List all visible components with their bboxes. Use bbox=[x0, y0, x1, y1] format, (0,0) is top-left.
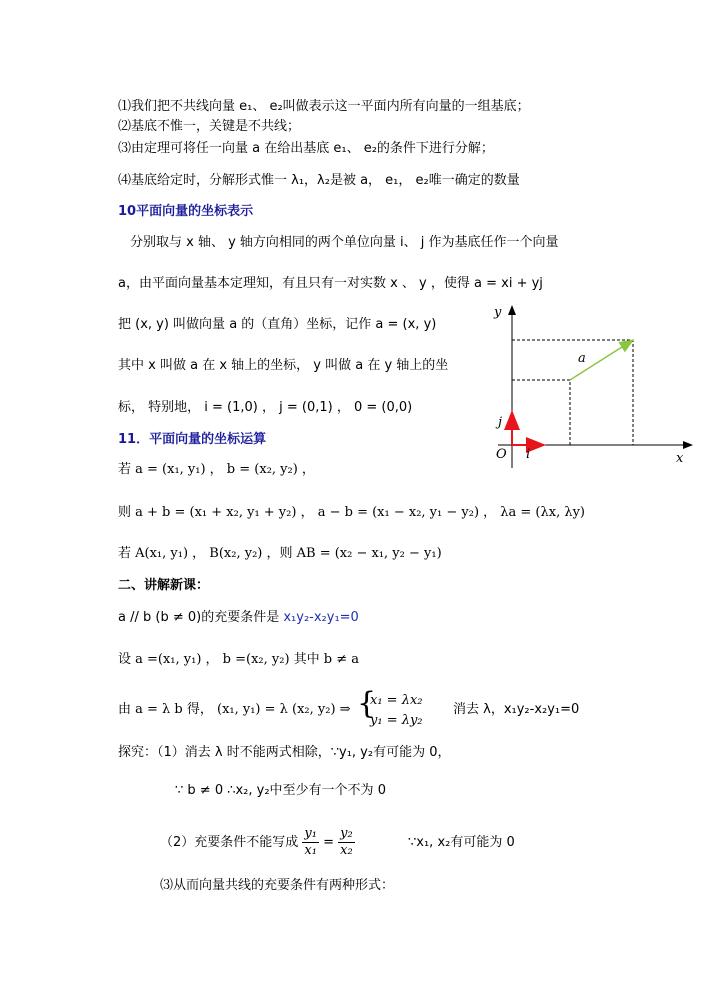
section-11-para-2: 则 a + b = (x₁ + x₂, y₁ + y₂) ， a − b = (x₁ − x₂, y₁ − y₂) ， λa = (λx, λy) bbox=[118, 505, 585, 520]
fraction-equals: = bbox=[323, 835, 335, 850]
dashed-guides-start bbox=[512, 380, 570, 445]
note-2: ⑵基底不惟一，关键是不共线； bbox=[118, 119, 301, 134]
section-11-para-1: 若 a = (x₁, y₁) ， b = (x₂, y₂) ， bbox=[118, 462, 315, 477]
label-i: i bbox=[526, 447, 531, 462]
label-y: y bbox=[494, 305, 502, 320]
explore-2-suffix: ∵x₁, x₂有可能为 0 bbox=[408, 835, 515, 850]
section-10-para-1: 分别取与 x 轴、 y 轴方向相同的两个单位向量 i、 j 作为基底任作一个向量 bbox=[130, 235, 559, 250]
explore-1: 探究：（1）消去 λ 时不能两式相除，∵y₁, y₂有可能为 0， bbox=[118, 745, 451, 760]
collinear-condition-value: x₁y₂-x₂y₁=0 bbox=[283, 610, 359, 625]
setup-line: 设 a =(x₁, y₁) ， b =(x₂, y₂) 其中 b ≠ a bbox=[118, 652, 360, 667]
section-10-heading: 10平面向量的坐标表示 bbox=[118, 204, 254, 219]
dashed-guides bbox=[512, 340, 633, 445]
label-j: j bbox=[498, 415, 503, 430]
section-10-para-5: 标， 特别地， i = (1,0) ， j = (0,1) ， 0 = (0,0) bbox=[118, 400, 413, 415]
fraction-1-denominator: x₁ bbox=[304, 843, 317, 858]
section-10-para-3: 把 (x, y) 叫做向量 a 的（直角）坐标，记作 a = (x, y) bbox=[118, 317, 437, 332]
system-eq-2: y₁ = λy₂ bbox=[370, 713, 423, 728]
label-a: a bbox=[578, 351, 586, 366]
label-x: x bbox=[676, 451, 684, 466]
explore-1b: ∵ b ≠ 0 ∴x₂, y₂中至少有一个不为 0 bbox=[175, 783, 386, 798]
collinear-condition bbox=[118, 609, 359, 627]
note-1: ⑴我们把不共线向量 e₁、 e₂叫做表示这一平面内所有向量的一组基底； bbox=[118, 99, 530, 114]
coordinate-figure bbox=[488, 300, 698, 470]
section-11-para-3: 若 A(x₁, y₁) ， B(x₂, y₂) ，则 AB = (x₂ − x₁, y₂ − y₁) bbox=[118, 546, 442, 561]
derive-line: 由 a = λ b 得， (x₁, y₁) = λ (x₂, y₂) ⇒ bbox=[118, 702, 351, 717]
fraction-2-denominator: x₂ bbox=[340, 843, 353, 858]
explore-3: ⑶从而向量共线的充要条件有两种形式： bbox=[160, 878, 395, 893]
fraction-y1-x1 bbox=[302, 826, 319, 859]
system-brace: { bbox=[357, 686, 377, 721]
explore-2 bbox=[160, 823, 355, 863]
section-10-para-2: a，由平面向量基本定理知，有且只有一对实数 x 、 y ，使得 a = xi + yj bbox=[118, 276, 543, 291]
fraction-y2-x2 bbox=[338, 826, 355, 859]
system-eq-1: x₁ = λx₂ bbox=[370, 693, 423, 708]
derive-result: 消去 λ，x₁y₂-x₂y₁=0 bbox=[453, 702, 580, 717]
section-11-heading: 11．平面向量的坐标运算 bbox=[118, 432, 267, 447]
fraction-1-numerator: y₁ bbox=[304, 826, 317, 841]
label-origin: O bbox=[496, 447, 507, 462]
explore-2-prefix: （2）充要条件不能写成 bbox=[160, 835, 299, 850]
fraction-2-numerator: y₂ bbox=[340, 826, 353, 841]
collinear-condition-text: a // b (b ≠ 0)的充要条件是 bbox=[118, 610, 284, 625]
note-3: ⑶由定理可将任一向量 a 在给出基底 e₁、 e₂的条件下进行分解； bbox=[118, 141, 494, 156]
note-4: ⑷基底给定时，分解形式惟一 λ₁，λ₂是被 a， e₁， e₂唯一确定的数量 bbox=[118, 173, 520, 188]
lesson-heading: 二、讲解新课： bbox=[118, 578, 210, 593]
section-10-para-4: 其中 x 叫做 a 在 x 轴上的坐标， y 叫做 a 在 y 轴上的坐 bbox=[118, 358, 449, 373]
